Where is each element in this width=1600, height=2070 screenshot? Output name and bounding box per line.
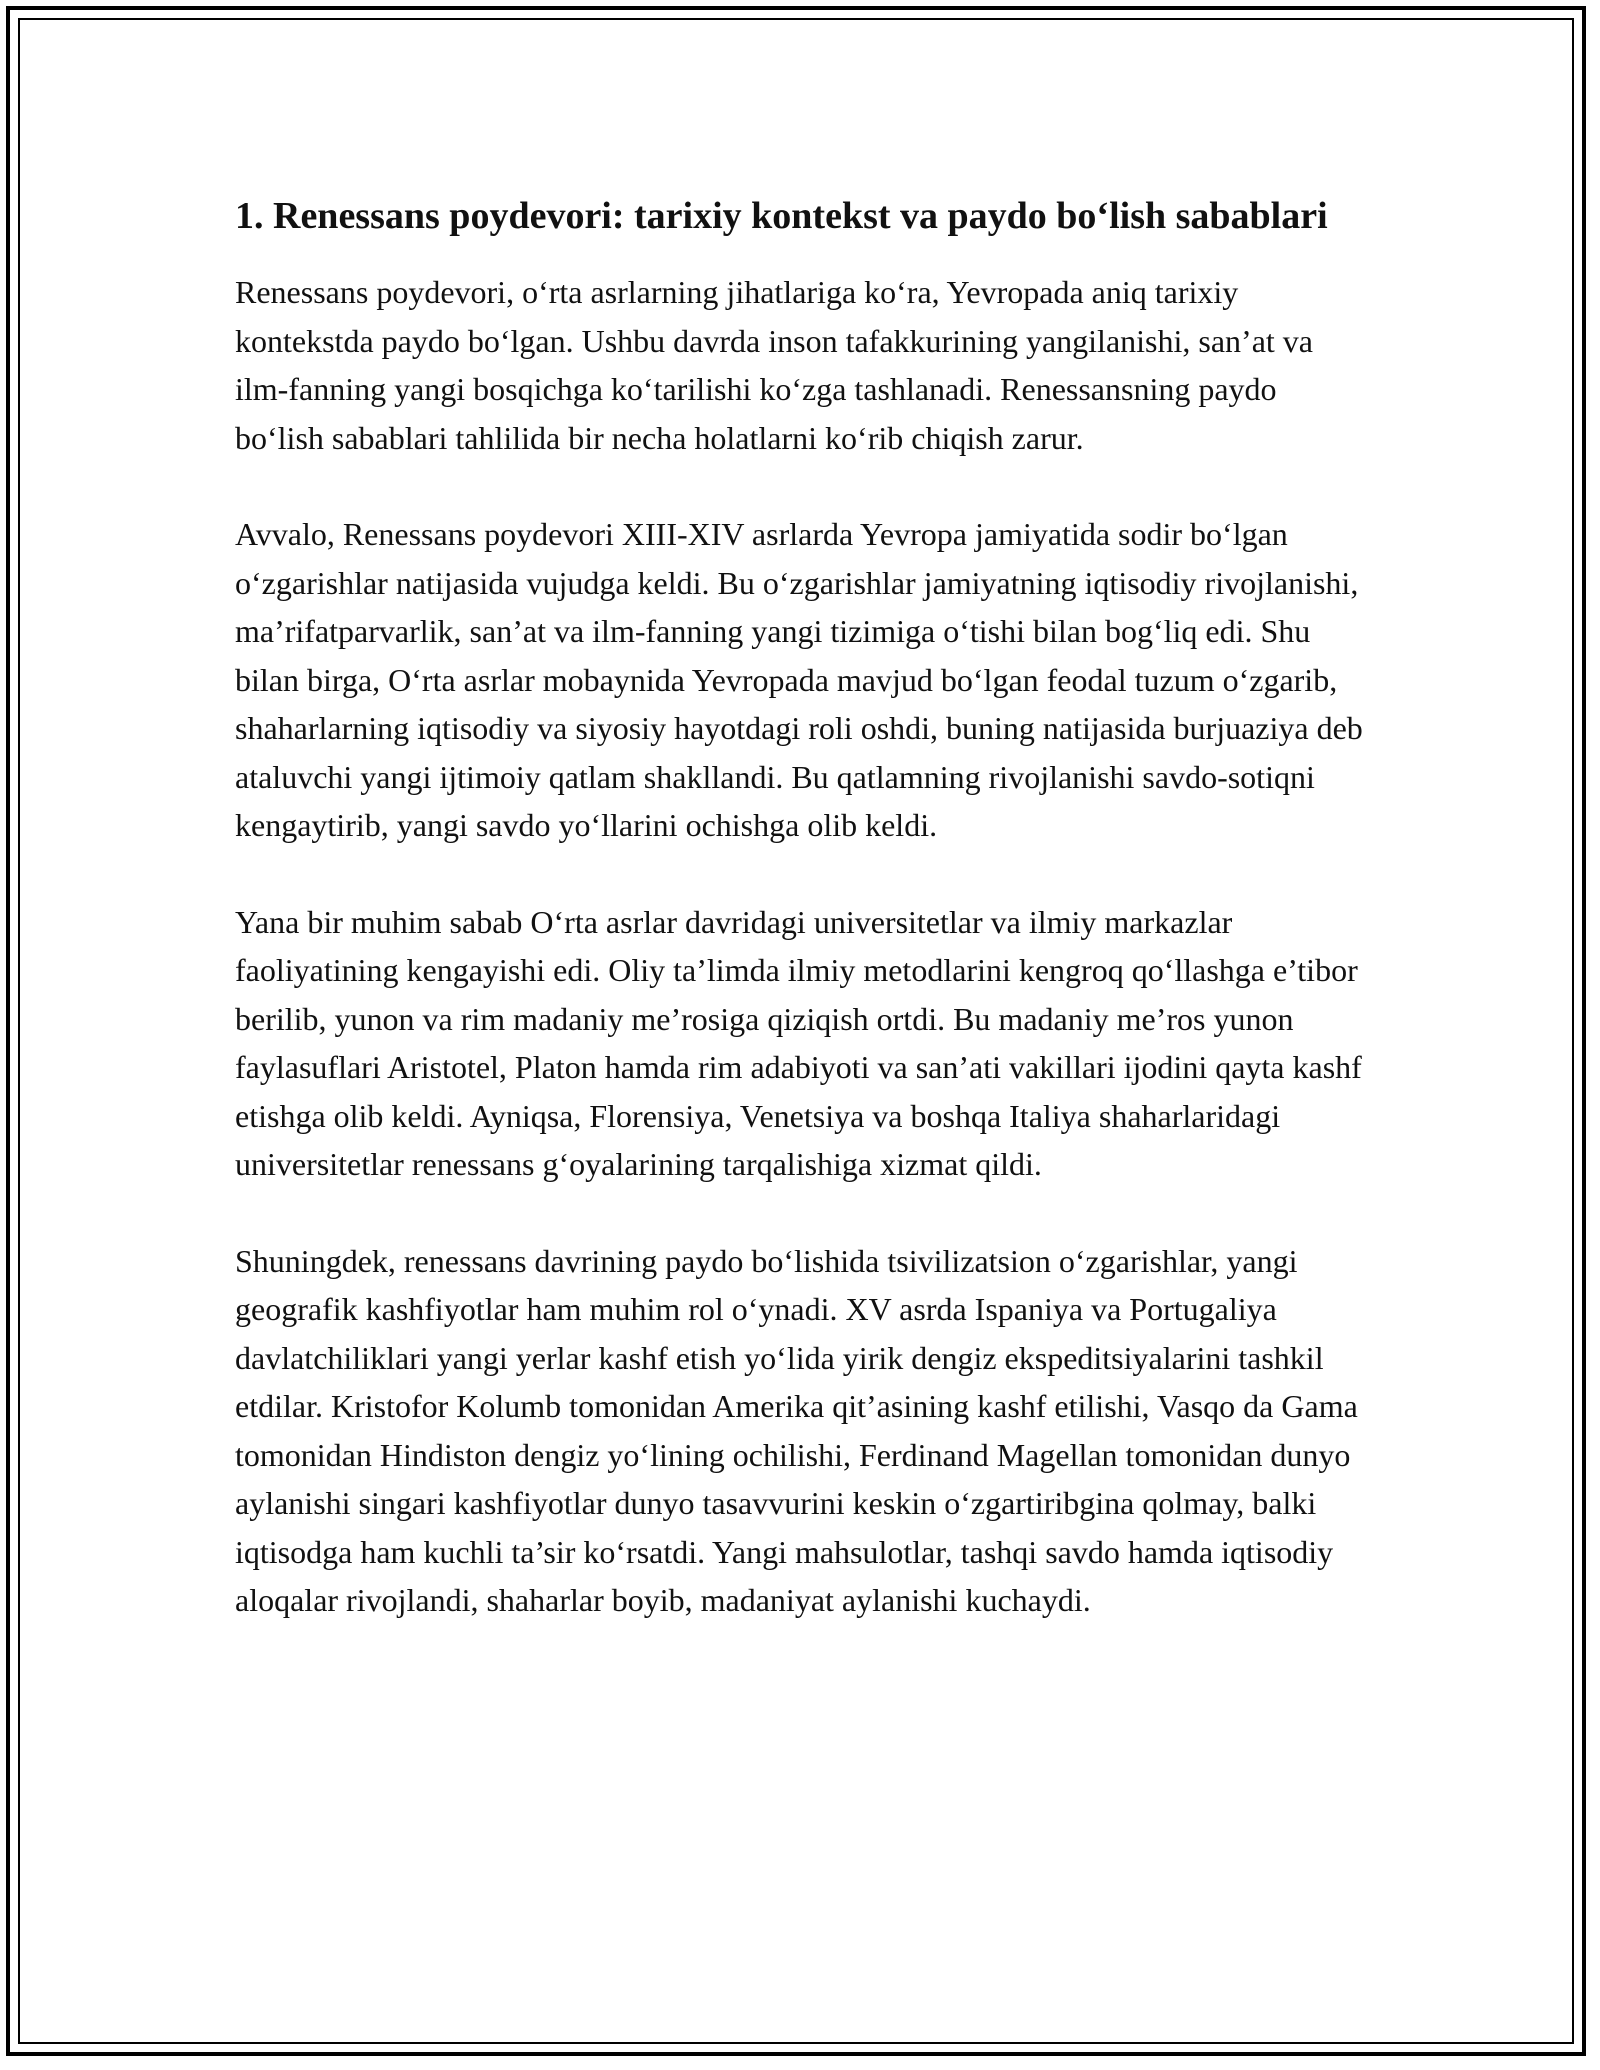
document-body (235, 188, 1370, 1673)
paragraph-1: Renessans poydevori, o‘rta asrlarning jihatlariga ko‘ra, Yevropada aniq tarixiy kontekstda paydo bo‘lgan. Ushbu davrda inson tafakkurining yangilanishi, san’at va ilm-fanning yangi bosqichga ko‘tarilishi ko‘zga tashlanadi. Renessansning paydo bo‘lish sabablari tahlilida bir necha holatlarni ko‘rib chiqish zarur. (235, 274, 1313, 456)
paragraph-2: Avvalo, Renessans poydevori XIII-XIV asrlarda Yevropa jamiyatida sodir bo‘lgan o‘zgarishlar natijasida vujudga keldi. Bu o‘zgarishlar jamiyatning iqtisodiy rivojlanishi, ma’rifatparvarlik, san’at va ilm-fanning yangi tizimiga o‘tishi bilan bog‘liq edi. Shu bilan birga, O‘rta asrlar mobaynida Yevropada mavjud bo‘lgan feodal tuzum o‘zgarib, shaharlarning iqtisodiy va siyosiy hayotdagi roli oshdi, buning natijasida burjuaziya deb ataluvchi yangi ijtimoiy qatlam shakllandi. Bu qatlamning rivojlanishi savdo-sotiqni kengaytirib, yangi savdo yo‘llarini ochishga olib keldi. (235, 516, 1363, 843)
paragraph-3: Yana bir muhim sabab O‘rta asrlar davridagi universitetlar va ilmiy markazlar faoliyatining kengayishi edi. Oliy ta’limda ilmiy metodlarini kengroq qo‘llashga e’tibor berilib, yunon va rim madaniy me’rosiga qiziqish ortdi. Bu madaniy me’ros yunon faylasuflari Aristotel, Platon hamda rim adabiyoti va san’ati vakillari ijodini qayta kashf etishga olib keldi. Ayniqsa, Florensiya, Venetsiya va boshqa Italiya shaharlaridagi universitetlar renessans g‘oyalarining tarqalishiga xizmat qildi. (235, 903, 1362, 1182)
paragraph-4: Shuningdek, renessans davrining paydo bo‘lishida tsivilizatsion o‘zgarishlar, yangi geografik kashfiyotlar ham muhim rol o‘ynadi. XV asrda Ispaniya va Portugaliya davlatchiliklari yangi yerlar kashf etish yo‘lida yirik dengiz ekspeditsiyalarini tashkil etdilar. Kristofor Kolumb tomonidan Amerika qit’asining kashf etilishi, Vasqo da Gama tomonidan Hindiston dengiz yo‘lining ochilishi, Ferdinand Magellan tomonidan dunyo aylanishi singari kashfiyotlar dunyo tasavvurini keskin o‘zgartiribgina qolmay, balki iqtisodga ham kuchli ta’sir ko‘rsatdi. Yangi mahsulotlar, tashqi savdo hamda iqtisodiy aloqalar rivojlandi, shaharlar boyib, madaniyat aylanishi kuchaydi. (235, 1242, 1358, 1618)
section-heading: 1. Renessans poydevori: tarixiy kontekst va paydo bo‘lish sabablari (235, 195, 1328, 237)
